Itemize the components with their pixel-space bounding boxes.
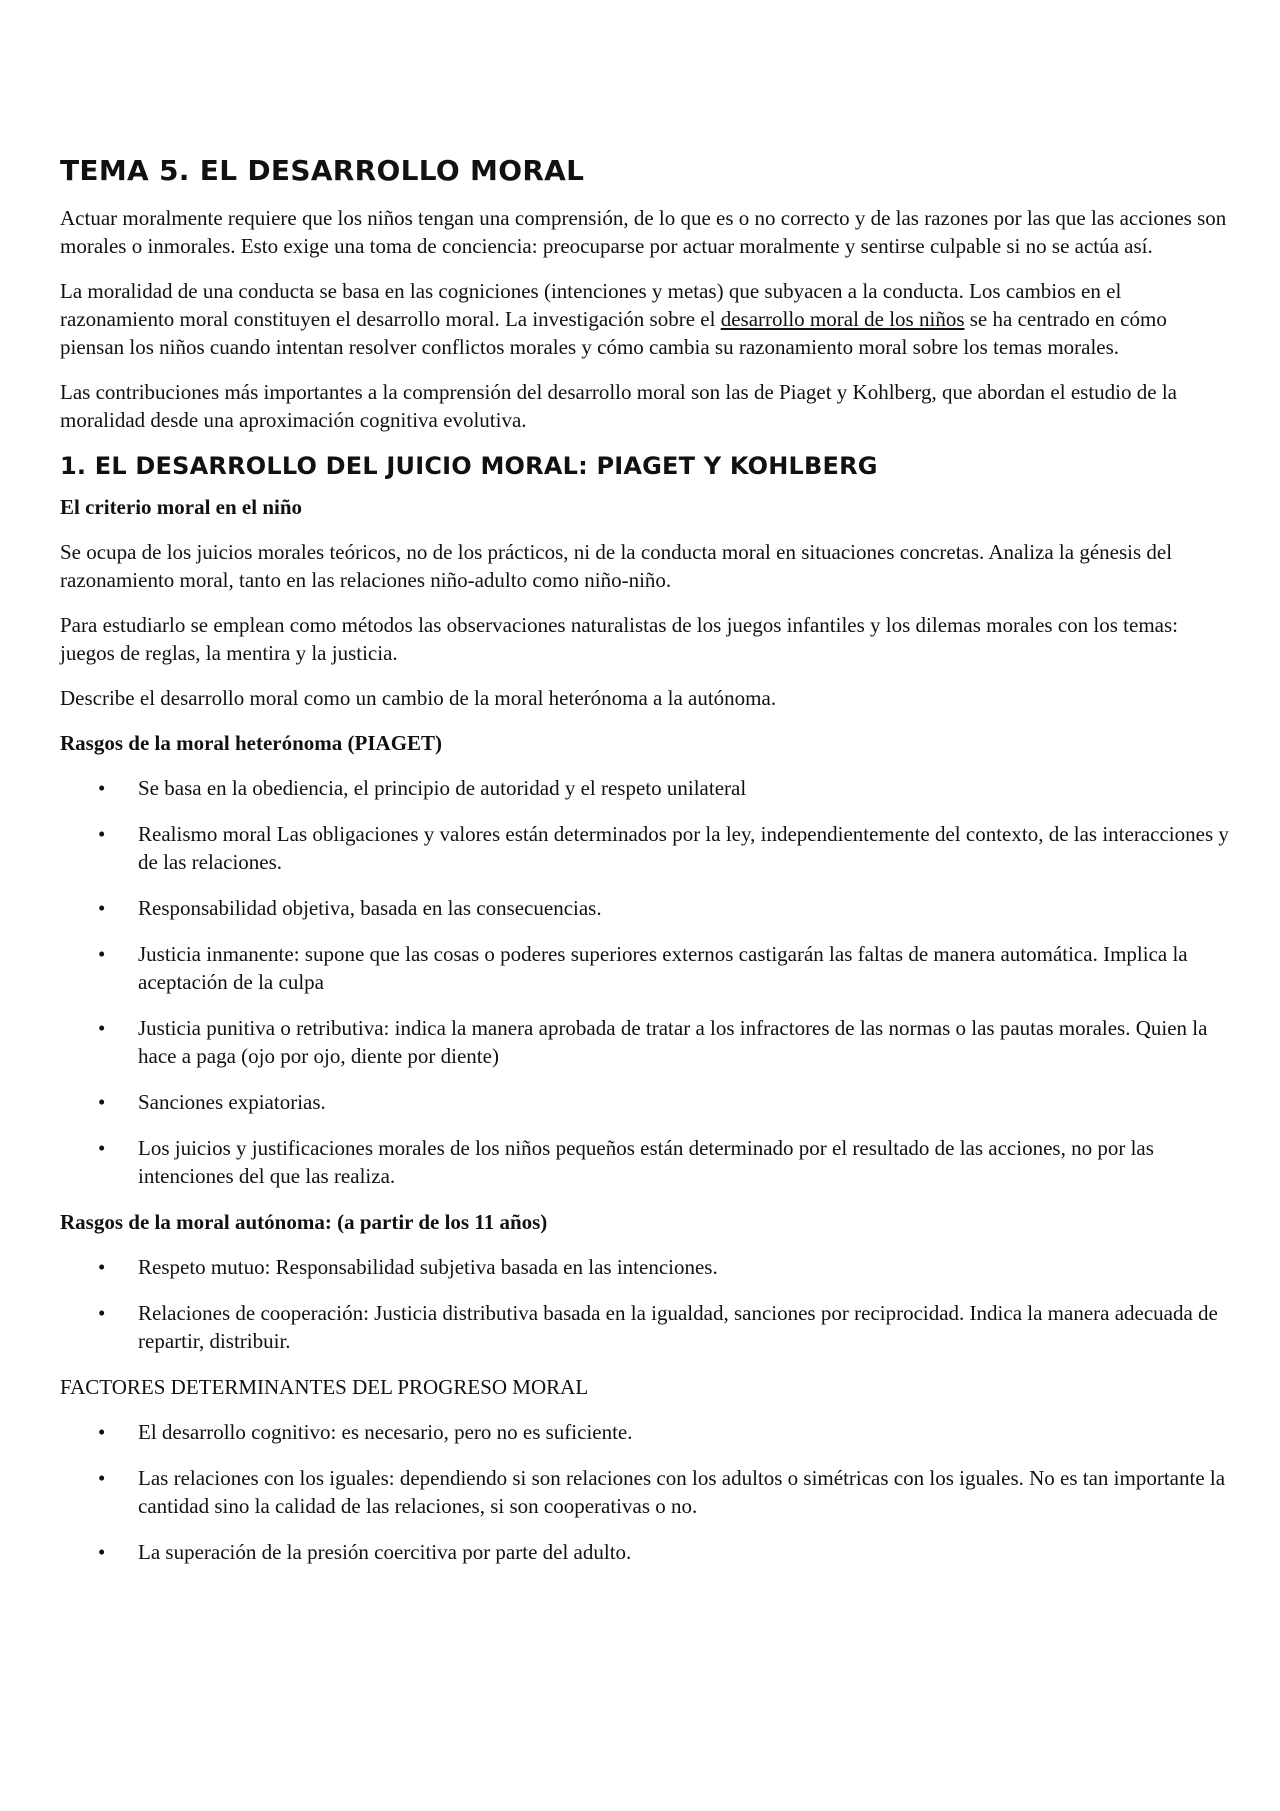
list-item-text: Justicia inmanente: supone que las cosas o poderes superiores externos castigarán las faltas de manera automática. Implica la aceptación de la culpa	[138, 942, 1188, 994]
criterio-paragraph-1: Se ocupa de los juicios morales teóricos, no de los prácticos, ni de la conducta moral en situaciones concretas. Analiza la génesis del razonamiento moral, tanto en las relaciones niño-adulto como niño-niño.	[60, 540, 1173, 592]
document-title: TEMA 5. EL DESARROLLO MORAL	[60, 154, 585, 187]
criterio-heading: El criterio moral en el niño	[60, 495, 303, 519]
bullet-icon: •	[98, 1090, 106, 1114]
list-item	[60, 1253, 1232, 1281]
list-item-text: Se basa en la obediencia, el principio de autoridad y el respeto unilateral	[138, 776, 747, 800]
list-item	[60, 1464, 1232, 1520]
autonoma-heading: Rasgos de la moral autónoma: (a partir de los 11 años)	[60, 1210, 548, 1234]
list-item-text: Las relaciones con los iguales: dependiendo si son relaciones con los adultos o simétricas con los iguales. No es tan importante la cantidad sino la calidad de las relaciones, si son cooperativas o no.	[138, 1466, 1226, 1518]
desarrollo-moral-link[interactable]: desarrollo moral de los niños	[720, 307, 965, 331]
intro-paragraph-2-end: se ha centrado en cómo piensan los niños cuando intentan resolver conflictos morales y cómo cambia su razonamiento moral sobre los temas morales.	[60, 307, 1167, 359]
list-item-text: Respeto mutuo: Responsabilidad subjetiva basada en las intenciones.	[138, 1255, 718, 1279]
list-item-text: Los juicios y justificaciones morales de los niños pequeños están determinado por el resultado de las acciones, no por las intenciones del que las realiza.	[138, 1136, 1154, 1188]
bullet-icon: •	[98, 1255, 106, 1279]
intro-paragraph-3: Las contribuciones más importantes a la comprensión del desarrollo moral son las de Piaget y Kohlberg, que abordan el estudio de la moralidad desde una aproximación cognitiva evolutiva.	[60, 380, 1177, 432]
list-item	[60, 1088, 1232, 1116]
bullet-icon: •	[98, 822, 106, 846]
bullet-icon: •	[98, 1016, 106, 1040]
autonoma-list	[60, 1253, 1232, 1355]
list-item-text: Realismo moral Las obligaciones y valores están determinados por la ley, independientemente del contexto, de las interacciones y de las relaciones.	[138, 822, 1229, 874]
list-item-text: La superación de la presión coercitiva por parte del adulto.	[138, 1540, 632, 1564]
bullet-icon: •	[98, 1466, 106, 1490]
list-item-text: Responsabilidad objetiva, basada en las consecuencias.	[138, 896, 602, 920]
list-item-text: Sanciones expiatorias.	[138, 1090, 326, 1114]
bullet-icon: •	[98, 942, 106, 966]
list-item	[60, 774, 1232, 802]
bullet-icon: •	[98, 1301, 106, 1325]
bullet-icon: •	[98, 1136, 106, 1160]
list-item	[60, 1538, 1232, 1566]
list-item	[60, 1134, 1232, 1190]
list-item-text: Relaciones de cooperación: Justicia distributiva basada en la igualdad, sanciones por reciprocidad. Indica la manera adecuada de repartir, distribuir.	[138, 1301, 1218, 1353]
intro-paragraph-2	[60, 277, 1232, 361]
list-item	[60, 1418, 1232, 1446]
intro-paragraph-1: Actuar moralmente requiere que los niños tengan una comprensión, de lo que es o no correcto y de las razones por las que las acciones son morales o inmorales. Esto exige una toma de conciencia: preocuparse por actuar moralmente y sentirse culpable si no se actúa así.	[60, 206, 1227, 258]
document-page	[60, 148, 1232, 1584]
criterio-paragraph-3: Describe el desarrollo moral como un cambio de la moral heterónoma a la autónoma.	[60, 686, 777, 710]
heteronoma-heading: Rasgos de la moral heterónoma (PIAGET)	[60, 731, 443, 755]
list-item-text: El desarrollo cognitivo: es necesario, pero no es suficiente.	[138, 1420, 633, 1444]
list-item	[60, 894, 1232, 922]
bullet-icon: •	[98, 1540, 106, 1564]
section-1-heading: 1. EL DESARROLLO DEL JUICIO MORAL: PIAGET Y KOHLBERG	[60, 452, 878, 480]
list-item	[60, 820, 1232, 876]
bullet-icon: •	[98, 776, 106, 800]
heteronoma-list	[60, 774, 1232, 1190]
factores-list	[60, 1418, 1232, 1566]
factores-heading: FACTORES DETERMINANTES DEL PROGRESO MORAL	[60, 1375, 589, 1399]
list-item	[60, 1299, 1232, 1355]
criterio-paragraph-2: Para estudiarlo se emplean como métodos las observaciones naturalistas de los juegos infantiles y los dilemas morales con los temas: juegos de reglas, la mentira y la justicia.	[60, 613, 1178, 665]
list-item-text: Justicia punitiva o retributiva: indica la manera aprobada de tratar a los infractores de las normas o las pautas morales. Quien la hace a paga (ojo por ojo, diente por diente)	[138, 1016, 1208, 1068]
list-item	[60, 940, 1232, 996]
list-item	[60, 1014, 1232, 1070]
bullet-icon: •	[98, 1420, 106, 1444]
intro-paragraph-2-start: La moralidad de una conducta se basa en las cogniciones (intenciones y metas) que subyacen a la conducta. Los cambios en el razonamiento moral constituyen el desarrollo moral. La investigación sobre el	[60, 279, 1122, 331]
bullet-icon: •	[98, 896, 106, 920]
